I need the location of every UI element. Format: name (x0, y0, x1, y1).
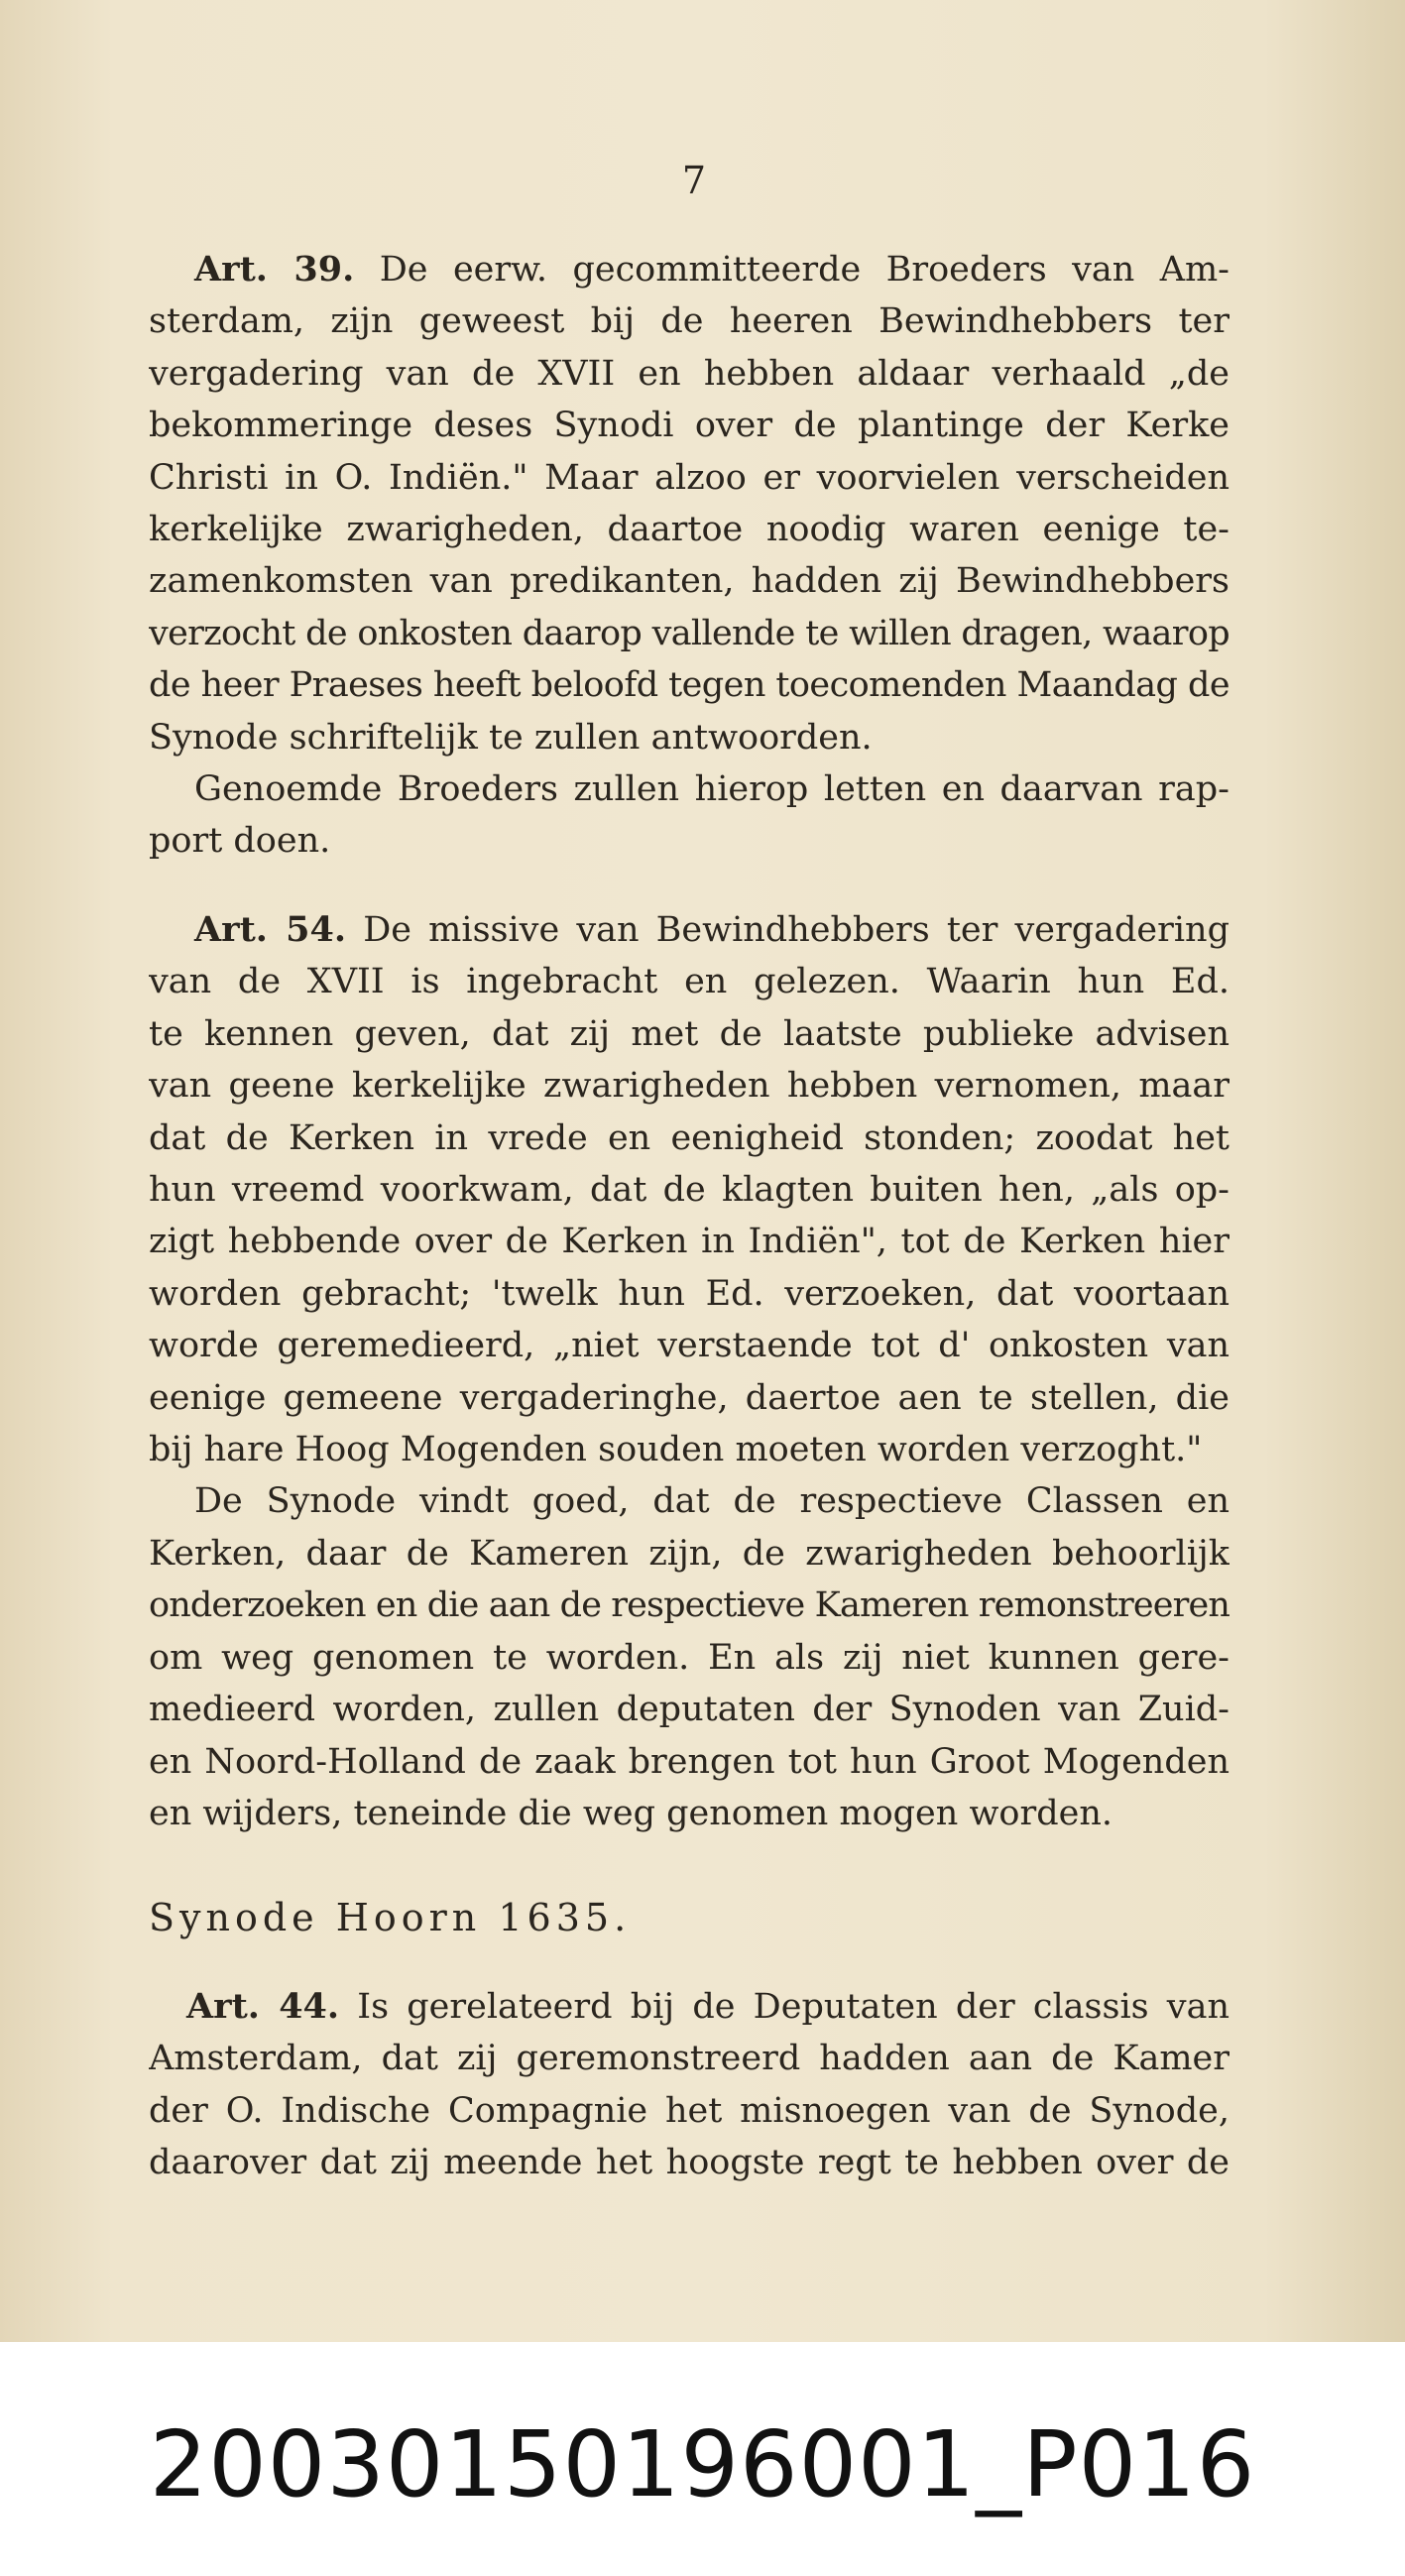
article-39-label: Art. 39. (194, 249, 355, 290)
article-39-line: Christi in O. Indiën." Maar alzoo er voorvielen verscheiden (149, 457, 1229, 498)
article-44-line: der O. Indische Compagnie het misnoegen van de Synode, (149, 2090, 1229, 2131)
article-39-para2-line: Genoemde Broeders zullen hierop letten en daarvan rap- (194, 769, 1229, 810)
footer-strip (0, 2342, 1405, 2576)
article-54-para2-line: De Synode vindt goed, dat de respectieve Classen en (194, 1481, 1229, 1522)
article-39-para2-line: port doen. (149, 821, 331, 862)
article-44-line-1: Art. 44. Is gerelateerd bij de Deputaten der classis van (186, 1986, 1229, 2027)
article-39-line: sterdam, zijn geweest bij de heeren Bewindhebbers ter (149, 301, 1229, 342)
article-54-para2-line: medieerd worden, zullen deputaten der Synoden van Zuid- (149, 1690, 1229, 1730)
article-54-line: bij hare Hoog Mogenden souden moeten worden verzoght." (149, 1430, 1203, 1470)
article-39-line: Synode schriftelijk te zullen antwoorden. (149, 717, 873, 758)
article-44 (149, 1981, 1229, 2189)
article-54-para2-line: Kerken, daar de Kameren zijn, de zwarigheden behoorlijk (149, 1533, 1229, 1574)
article-54-line: zigt hebbende over de Kerken in Indiën", tot de Kerken hier (149, 1222, 1229, 1262)
article-39-line: kerkelijke zwarigheden, daartoe noodig waren eenige te- (149, 510, 1229, 550)
article-54-line: te kennen geven, dat zij met de laatste publieke advisen (149, 1013, 1229, 1054)
article-44-line: Amsterdam, dat zij geremonstreerd hadden aan de Kamer (149, 2039, 1229, 2079)
article-54-line: van de XVII is ingebracht en gelezen. Waarin hun Ed. (149, 962, 1229, 1002)
article-39-line: bekommeringe deses Synodi over de plantinge der Kerke (149, 406, 1229, 446)
page-number: 7 (681, 159, 707, 202)
article-54-line: eenige gemeene vergaderinghe, daertoe aen te stellen, die (149, 1377, 1229, 1418)
section-heading: Synode Hoorn 1635. (149, 1896, 632, 1939)
article-44-line: daarover dat zij meende het hoogste regt te hebben over de (149, 2143, 1229, 2183)
article-44-label: Art. 44. (186, 1986, 340, 2027)
article-54 (149, 904, 1229, 1839)
article-39-line: verzocht de onkosten daarop vallende te willen dragen, waarop (149, 613, 1229, 653)
article-54-label: Art. 54. (194, 909, 347, 950)
article-54-line: worde geremedieerd, „niet verstaende tot d' onkosten van (149, 1326, 1229, 1366)
article-54-line: hun vreemd voorkwam, dat de klagten buiten hen, „als op- (149, 1170, 1229, 1211)
article-39-line-1: Art. 39. De eerw. gecommitteerde Broeders van Am- (194, 249, 1229, 290)
article-54-para2-line: om weg genomen te worden. En als zij niet kunnen gere- (149, 1637, 1229, 1678)
article-39-line: zamenkomsten van predikanten, hadden zij Bewindhebbers (149, 561, 1229, 602)
article-39 (149, 244, 1229, 868)
article-54-para2-line: onderzoeken en die aan de respectieve Kameren remonstreeren (149, 1585, 1229, 1626)
article-54-line: van geene kerkelijke zwarigheden hebben vernomen, maar (149, 1066, 1229, 1107)
article-39-line: de heer Praeses heeft beloofd tegen toecomenden Maandag de (149, 665, 1229, 706)
scan-identifier: 20030150196001_P016 (149, 2411, 1256, 2517)
article-39-line: vergadering van de XVII en hebben aldaar verhaald „de (149, 353, 1229, 394)
article-54-line-1: Art. 54. De missive van Bewindhebbers ter vergadering (194, 909, 1229, 950)
article-54-line: dat de Kerken in vrede en eenigheid stonden; zoodat het (149, 1117, 1229, 1158)
article-54-para2-line: en wijders, teneinde die weg genomen mogen worden. (149, 1793, 1112, 1833)
article-54-para2-line: en Noord-Holland de zaak brengen tot hun Groot Mogenden (149, 1741, 1229, 1782)
article-54-line: worden gebracht; 'twelk hun Ed. verzoeken, dat voortaan (149, 1273, 1229, 1314)
